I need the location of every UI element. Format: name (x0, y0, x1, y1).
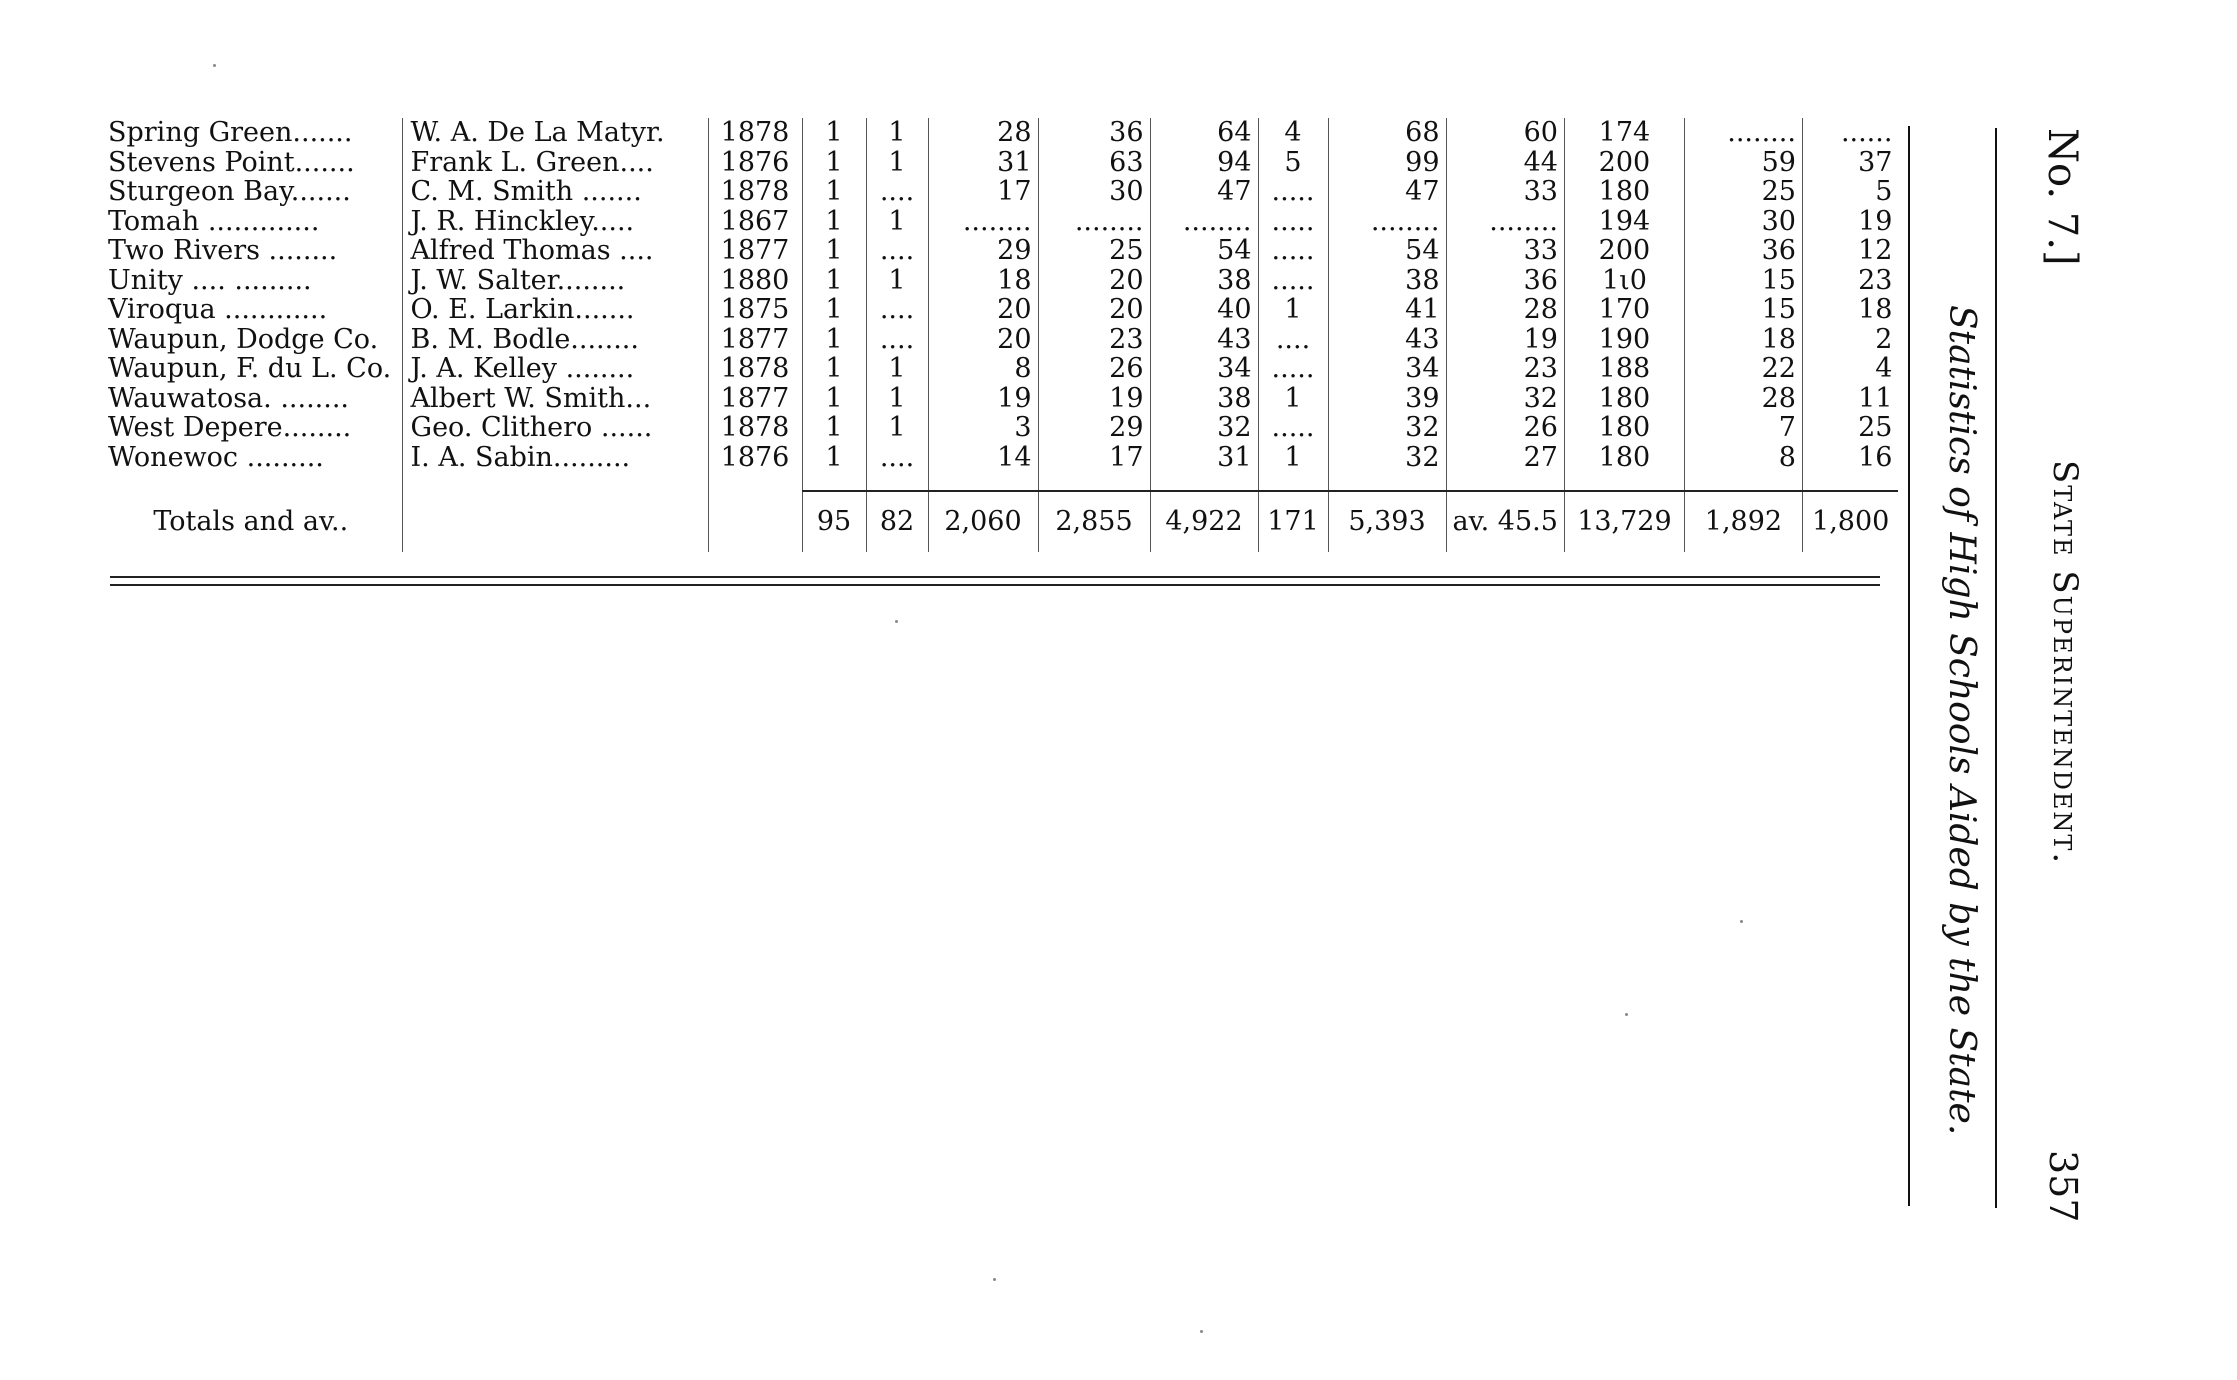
table-row (100, 325, 1898, 355)
school-name-cell: Stevens Point....... (108, 147, 355, 177)
running-title: State Superintendent. (2045, 460, 2085, 866)
table-cell: 1 (802, 413, 866, 443)
table-cell: 1877 (708, 384, 802, 414)
table-cell: 1 (802, 177, 866, 207)
table-row (100, 413, 1898, 443)
table-cell: 11 (1802, 384, 1898, 414)
table-cell: ..... (1258, 413, 1328, 443)
table-row (100, 384, 1898, 414)
totals-cell: av. 45.5 (1446, 491, 1564, 552)
table-caption: Statistics of High Schools Aided by the State. (1941, 305, 1982, 1136)
principal-name-cell: J. W. Salter........ (402, 266, 708, 296)
table-row (100, 177, 1898, 207)
table-cell: 26 (1038, 354, 1150, 384)
totals-label: Totals and av.. (153, 505, 349, 537)
table-cell: 68 (1328, 118, 1446, 148)
table-cell: 1878 (708, 118, 802, 148)
table-cell: 47 (1328, 177, 1446, 207)
scan-speck (895, 620, 898, 623)
table-cell: 36 (1684, 236, 1802, 266)
table-cell: 36 (1038, 118, 1150, 148)
table-cell: 1877 (708, 325, 802, 355)
table-row (100, 236, 1898, 266)
table-cell: 20 (928, 295, 1038, 325)
table-row (100, 207, 1898, 237)
table-cell: 63 (1038, 148, 1150, 178)
table-cell: 1 (866, 384, 928, 414)
table-cell: 94 (1150, 148, 1258, 178)
table-cell: ........ (928, 207, 1038, 237)
table-cell: 1 (802, 118, 866, 148)
table-cell: 29 (928, 236, 1038, 266)
table-cell: 25 (1802, 413, 1898, 443)
table-cell: 30 (1684, 207, 1802, 237)
principal-name-cell: J. R. Hinckley..... (402, 207, 708, 237)
table-cell: 5 (1802, 177, 1898, 207)
totals-cell: 4,922 (1150, 491, 1258, 552)
table-cell: 1 (866, 413, 928, 443)
table-cell: 64 (1150, 118, 1258, 148)
spacer-cell (1328, 472, 1446, 491)
table-cell: 1 (802, 325, 866, 355)
spacer-cell (100, 472, 402, 491)
table-cell: 30 (1038, 177, 1150, 207)
table-cell: 1 (802, 207, 866, 237)
spacer-cell (802, 472, 866, 491)
table-cell: 25 (1684, 177, 1802, 207)
table-cell: 28 (928, 118, 1038, 148)
table-cell: 1 (802, 443, 866, 473)
spacer-cell (1684, 472, 1802, 491)
table-cell: 47 (1150, 177, 1258, 207)
table-cell: 5 (1258, 148, 1328, 178)
table-cell: 20 (1038, 266, 1150, 296)
table-cell: 200 (1564, 236, 1684, 266)
table-cell: ........ (1684, 118, 1802, 148)
table-cell: 1 (802, 266, 866, 296)
table-cell: 34 (1150, 354, 1258, 384)
table-cell: 54 (1150, 236, 1258, 266)
principal-name-cell: Frank L. Green.... (402, 148, 708, 178)
table-cell: 37 (1802, 148, 1898, 178)
page-number: 357 (2041, 1150, 2085, 1223)
table-cell: 32 (1328, 443, 1446, 473)
table-cell: 174 (1564, 118, 1684, 148)
table-cell: 1 (802, 295, 866, 325)
table-cell: 180 (1564, 443, 1684, 473)
school-name-cell: Waupun, Dodge Co. (108, 324, 379, 354)
table-cell: 44 (1446, 148, 1564, 178)
table-cell: 33 (1446, 177, 1564, 207)
totals-cell: 13,729 (1564, 491, 1684, 552)
table-cell: 41 (1328, 295, 1446, 325)
table-row (100, 354, 1898, 384)
table-cell: 180 (1564, 384, 1684, 414)
spacer-cell (708, 472, 802, 491)
spacer-cell (1564, 472, 1684, 491)
table-cell: 15 (1684, 295, 1802, 325)
table-row (100, 266, 1898, 296)
school-name-cell: Viroqua ............ (108, 295, 328, 325)
document-number: No. 7.] (2039, 128, 2085, 266)
table-cell: 188 (1564, 354, 1684, 384)
principal-name-cell: C. M. Smith ....... (402, 177, 708, 207)
table-cell: 36 (1446, 266, 1564, 296)
header-rule (1995, 128, 1997, 1208)
table-cell: 59 (1684, 148, 1802, 178)
spacer-cell (1150, 472, 1258, 491)
table-cell: 170 (1564, 295, 1684, 325)
school-name-cell: Sturgeon Bay....... (108, 177, 351, 207)
totals-cell (402, 491, 708, 552)
spacer-row (100, 472, 1898, 491)
table-cell: 8 (1684, 443, 1802, 473)
table-cell: ..... (1258, 266, 1328, 296)
table-cell: 1 (866, 118, 928, 148)
table-cell: 1 (1258, 295, 1328, 325)
table-cell: 200 (1564, 148, 1684, 178)
table-cell: 1 (866, 266, 928, 296)
table-cell: 1 (1258, 443, 1328, 473)
table-cell: 32 (1446, 384, 1564, 414)
school-name-cell: Wonewoc ......... (108, 442, 324, 472)
table-cell: 1878 (708, 354, 802, 384)
table-cell: 31 (1150, 443, 1258, 473)
table-cell: 23 (1446, 354, 1564, 384)
table-cell: ........ (1150, 207, 1258, 237)
table-cell: 23 (1038, 325, 1150, 355)
table-cell: 1878 (708, 177, 802, 207)
principal-name-cell: B. M. Bodle........ (402, 325, 708, 355)
spacer-cell (928, 472, 1038, 491)
table-row (100, 295, 1898, 325)
table-cell: ........ (1038, 207, 1150, 237)
table-cell: 15 (1684, 266, 1802, 296)
scan-speck (1200, 1330, 1203, 1333)
table-cell: 1878 (708, 413, 802, 443)
principal-name-cell: J. A. Kelley ........ (402, 354, 708, 384)
table-cell: .... (866, 177, 928, 207)
totals-cell: 95 (802, 491, 866, 552)
table-cell: 1 (802, 354, 866, 384)
table-cell: ...... (1802, 118, 1898, 148)
scan-speck (213, 64, 216, 67)
table-cell: ........ (1328, 207, 1446, 237)
table-cell: 3 (928, 413, 1038, 443)
table-body (100, 118, 1898, 552)
table-cell: 54 (1328, 236, 1446, 266)
table-cell: 14 (928, 443, 1038, 473)
table-cell: 38 (1150, 266, 1258, 296)
spacer-cell (1038, 472, 1150, 491)
table-cell: 180 (1564, 177, 1684, 207)
totals-cell: 2,060 (928, 491, 1038, 552)
totals-cell: 171 (1258, 491, 1328, 552)
scan-speck (1740, 920, 1743, 923)
table-cell: 18 (1802, 295, 1898, 325)
table-cell: 1 (802, 236, 866, 266)
table-cell: .... (866, 295, 928, 325)
school-name-cell: Unity .... ......... (108, 265, 312, 295)
principal-name-cell: Albert W. Smith... (402, 384, 708, 414)
totals-cell: 5,393 (1328, 491, 1446, 552)
school-name-cell: Waupun, F. du L. Co. (108, 354, 392, 384)
table-cell: 1 (866, 207, 928, 237)
table-cell: 194 (1564, 207, 1684, 237)
table-cell: 1880 (708, 266, 802, 296)
principal-name-cell: Alfred Thomas .... (402, 236, 708, 266)
spacer-cell (402, 472, 708, 491)
scan-speck (993, 1278, 996, 1281)
totals-cell: 82 (866, 491, 928, 552)
table-cell: 180 (1564, 413, 1684, 443)
table-cell: 1 (866, 148, 928, 178)
double-rule-divider (110, 576, 1880, 586)
table-row (100, 148, 1898, 178)
school-name-cell: West Depere........ (108, 413, 352, 443)
table-cell: 43 (1328, 325, 1446, 355)
principal-name-cell: W. A. De La Matyr. (402, 118, 708, 148)
table-cell: 1876 (708, 148, 802, 178)
school-name-cell: Tomah ............. (108, 206, 320, 236)
statistics-table-region (100, 118, 1900, 588)
table-cell: 1876 (708, 443, 802, 473)
totals-row (100, 491, 1898, 552)
spacer-cell (1258, 472, 1328, 491)
totals-cell (708, 491, 802, 552)
table-cell: 18 (1684, 325, 1802, 355)
table-cell: 32 (1150, 413, 1258, 443)
table-cell: .... (866, 325, 928, 355)
table-cell: .... (1258, 325, 1328, 355)
table-row (100, 118, 1898, 148)
table-cell: 31 (928, 148, 1038, 178)
principal-name-cell: I. A. Sabin......... (402, 443, 708, 473)
table-cell: 19 (928, 384, 1038, 414)
table-cell: 16 (1802, 443, 1898, 473)
table-cell: ..... (1258, 177, 1328, 207)
table-cell: .... (866, 443, 928, 473)
school-name-cell: Wauwatosa. ........ (108, 383, 349, 413)
table-cell: 20 (1038, 295, 1150, 325)
table-cell: 1 (802, 148, 866, 178)
spacer-cell (866, 472, 928, 491)
totals-cell: 1,892 (1684, 491, 1802, 552)
table-cell: 28 (1684, 384, 1802, 414)
table-cell: 2 (1802, 325, 1898, 355)
table-cell: 12 (1802, 236, 1898, 266)
table-cell: 1 (866, 354, 928, 384)
spacer-cell (1802, 472, 1898, 491)
table-cell: 4 (1802, 354, 1898, 384)
table-cell: 99 (1328, 148, 1446, 178)
table-cell: 26 (1446, 413, 1564, 443)
table-cell: 34 (1328, 354, 1446, 384)
spacer-cell (1446, 472, 1564, 491)
totals-cell: 2,855 (1038, 491, 1150, 552)
table-cell: 38 (1150, 384, 1258, 414)
principal-name-cell: O. E. Larkin....... (402, 295, 708, 325)
table-cell: 33 (1446, 236, 1564, 266)
table-cell: ..... (1258, 207, 1328, 237)
table-cell: 29 (1038, 413, 1150, 443)
table-cell: 20 (928, 325, 1038, 355)
table-cell: 43 (1150, 325, 1258, 355)
table-cell: 25 (1038, 236, 1150, 266)
table-cell: ..... (1258, 354, 1328, 384)
table-cell: ........ (1446, 207, 1564, 237)
table-cell: 19 (1446, 325, 1564, 355)
table-cell: 17 (928, 177, 1038, 207)
table-cell: 7 (1684, 413, 1802, 443)
table-cell: .... (866, 236, 928, 266)
table-cell: 60 (1446, 118, 1564, 148)
table-cell: 39 (1328, 384, 1446, 414)
table-cell: 28 (1446, 295, 1564, 325)
table-cell: 4 (1258, 118, 1328, 148)
table-cell: 1867 (708, 207, 802, 237)
table-cell: 1877 (708, 236, 802, 266)
table-cell: 32 (1328, 413, 1446, 443)
totals-cell: 1,800 (1802, 491, 1898, 552)
table-row (100, 443, 1898, 473)
table-cell: 22 (1684, 354, 1802, 384)
table-cell: 8 (928, 354, 1038, 384)
table-cell: 1 (1258, 384, 1328, 414)
table-cell: 1 (802, 384, 866, 414)
school-name-cell: Spring Green....... (108, 118, 353, 148)
table-cell: 19 (1038, 384, 1150, 414)
table-cell: 190 (1564, 325, 1684, 355)
table-cell: 1875 (708, 295, 802, 325)
table-cell: 19 (1802, 207, 1898, 237)
table-cell: 17 (1038, 443, 1150, 473)
school-name-cell: Two Rivers ........ (108, 236, 338, 266)
table-cell: 40 (1150, 295, 1258, 325)
table-cell: 1ι0 (1564, 266, 1684, 296)
principal-name-cell: Geo. Clithero ...... (402, 413, 708, 443)
table-cell: ..... (1258, 236, 1328, 266)
statistics-table (100, 118, 1898, 552)
table-cell: 27 (1446, 443, 1564, 473)
scan-speck (1625, 1013, 1628, 1016)
table-right-border (1908, 126, 1910, 1206)
table-cell: 23 (1802, 266, 1898, 296)
table-cell: 38 (1328, 266, 1446, 296)
table-cell: 18 (928, 266, 1038, 296)
